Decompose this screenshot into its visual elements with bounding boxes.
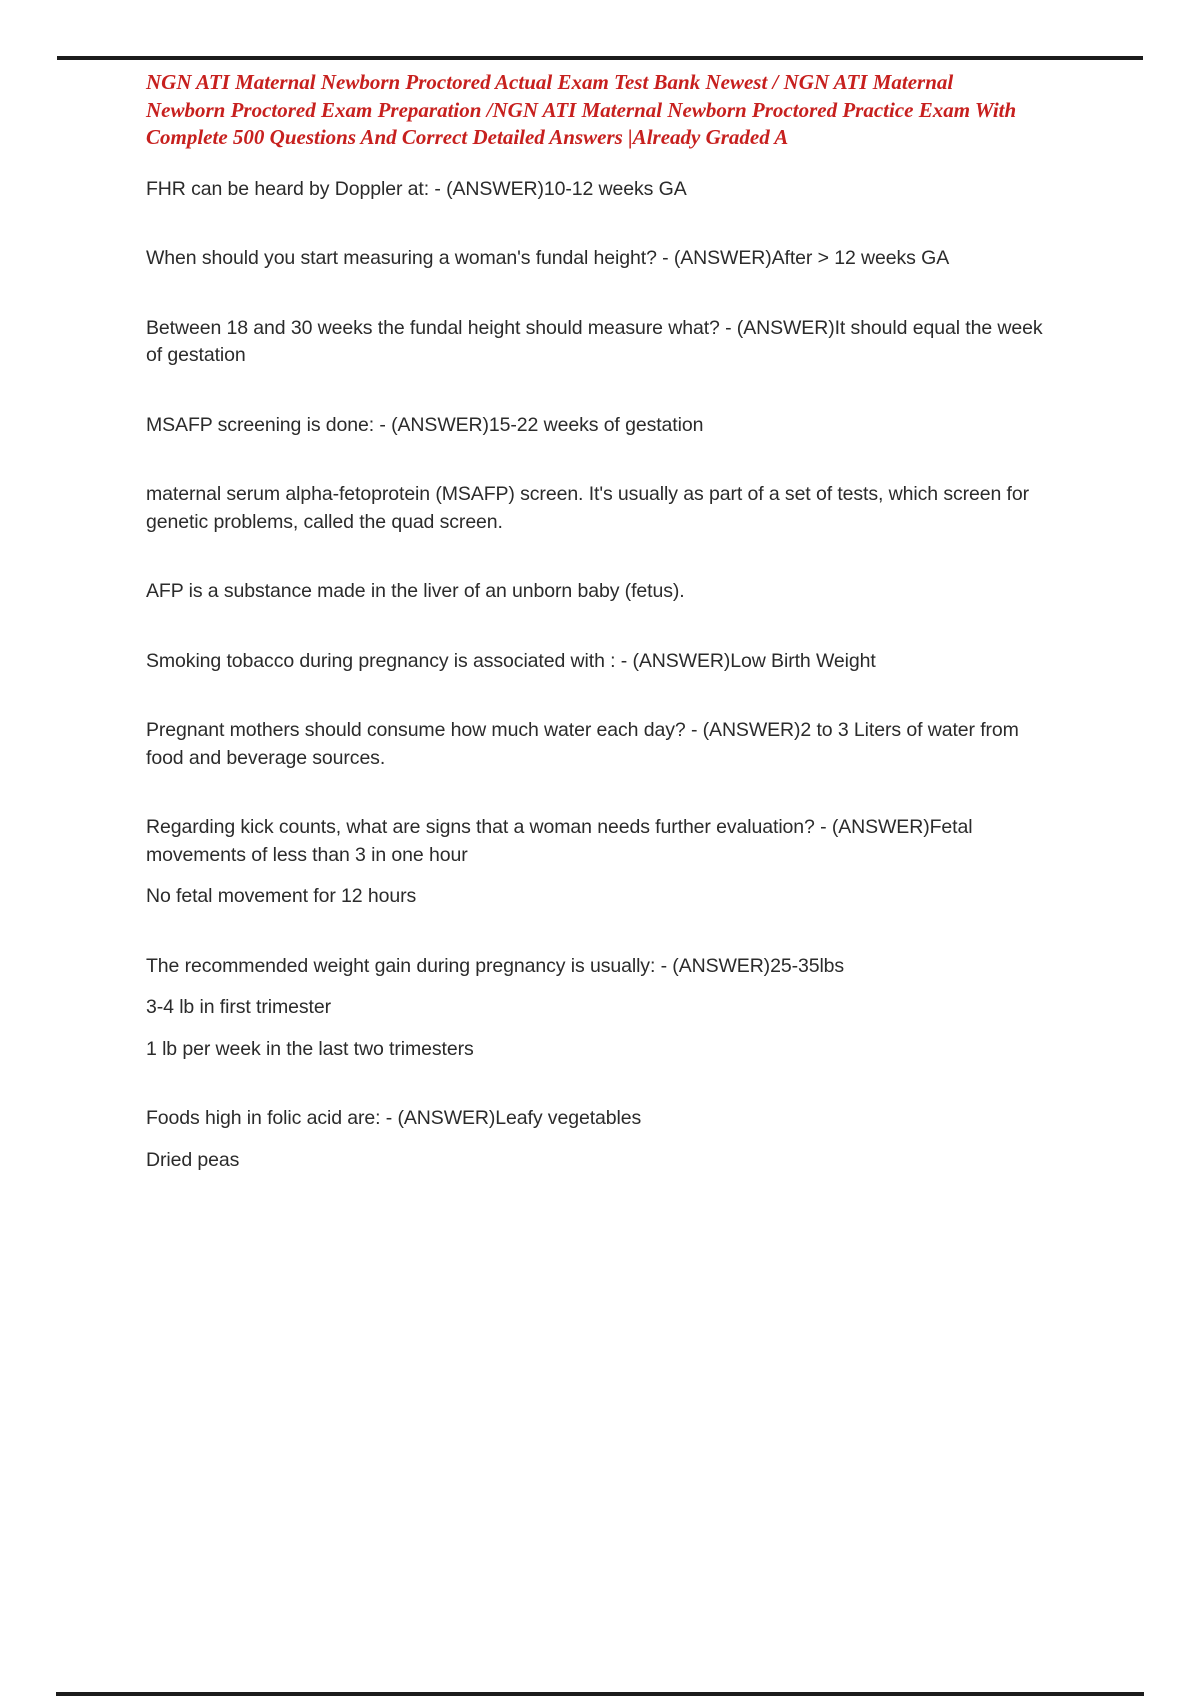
qa-block [146, 953, 1150, 1064]
qa-line: Regarding kick counts, what are signs that a woman needs further evaluation? - (ANSWER)Fetal [146, 816, 973, 838]
qa-line: When should you start measuring a woman's fundal height? - (ANSWER)After > 12 weeks GA [146, 247, 950, 269]
qa-line: Foods high in folic acid are: - (ANSWER)Leafy vegetables [146, 1107, 642, 1129]
qa-block [146, 1105, 1150, 1174]
qa-list [146, 176, 1150, 1175]
qa-paragraph [146, 814, 1150, 869]
qa-block [146, 648, 1150, 676]
qa-line: maternal serum alpha-fetoprotein (MSAFP) screen. It's usually as part of a set of tests, which screen for [146, 483, 1030, 505]
qa-line: AFP is a substance made in the liver of an unborn baby (fetus). [146, 580, 685, 602]
qa-line: genetic problems, called the quad screen. [146, 510, 503, 533]
qa-block [146, 717, 1150, 772]
qa-paragraph [146, 1105, 1150, 1133]
qa-line: food and beverage sources. [146, 746, 386, 769]
qa-block [146, 481, 1150, 536]
qa-block [146, 176, 1150, 204]
qa-line: Smoking tobacco during pregnancy is associated with : - (ANSWER)Low Birth Weight [146, 649, 876, 672]
qa-line: 1 lb per week in the last two trimesters [146, 1037, 474, 1060]
qa-paragraph [146, 1147, 1150, 1175]
qa-line: MSAFP screening is done: - (ANSWER)15-22 weeks of gestation [146, 413, 704, 436]
qa-line: Between 18 and 30 weeks the fundal height should measure what? - (ANSWER)It should equal the week [146, 316, 1043, 339]
qa-line: Dried peas [146, 1148, 240, 1171]
qa-paragraph [146, 717, 1150, 772]
qa-line: movements of less than 3 in one hour [146, 843, 468, 866]
document-title [146, 69, 1150, 152]
qa-paragraph [146, 245, 1150, 273]
qa-block [146, 578, 1150, 606]
qa-line: FHR can be heard by Doppler at: - (ANSWER)10-12 weeks GA [146, 177, 687, 200]
qa-block [146, 315, 1150, 370]
document-content [146, 69, 1150, 1216]
document-title-line: Complete 500 Questions And Correct Detailed Answers |Already Graded A [146, 125, 789, 149]
qa-paragraph [146, 883, 1150, 911]
qa-line: The recommended weight gain during pregnancy is usually: - (ANSWER)25-35lbs [146, 954, 845, 977]
document-title-line: Newborn Proctored Exam Preparation /NGN ATI Maternal Newborn Proctored Practice Exam With [146, 97, 1017, 122]
document-title-line: NGN ATI Maternal Newborn Proctored Actual Exam Test Bank Newest / NGN ATI Maternal [146, 70, 954, 94]
qa-paragraph [146, 578, 1150, 606]
qa-block [146, 245, 1150, 273]
qa-line: of gestation [146, 344, 246, 366]
qa-paragraph [146, 315, 1150, 370]
qa-paragraph [146, 953, 1150, 981]
bottom-divider-rule [56, 1692, 1144, 1696]
qa-block [146, 412, 1150, 440]
qa-line: No fetal movement for 12 hours [146, 885, 417, 907]
qa-paragraph [146, 994, 1150, 1022]
qa-paragraph [146, 481, 1150, 536]
qa-paragraph [146, 1036, 1150, 1064]
qa-paragraph [146, 648, 1150, 676]
qa-paragraph [146, 176, 1150, 204]
qa-line: Pregnant mothers should consume how much water each day? - (ANSWER)2 to 3 Liters of water from [146, 719, 1019, 741]
top-divider-rule [57, 56, 1143, 60]
qa-block [146, 814, 1150, 911]
qa-line: 3-4 lb in first trimester [146, 996, 331, 1018]
qa-paragraph [146, 412, 1150, 440]
